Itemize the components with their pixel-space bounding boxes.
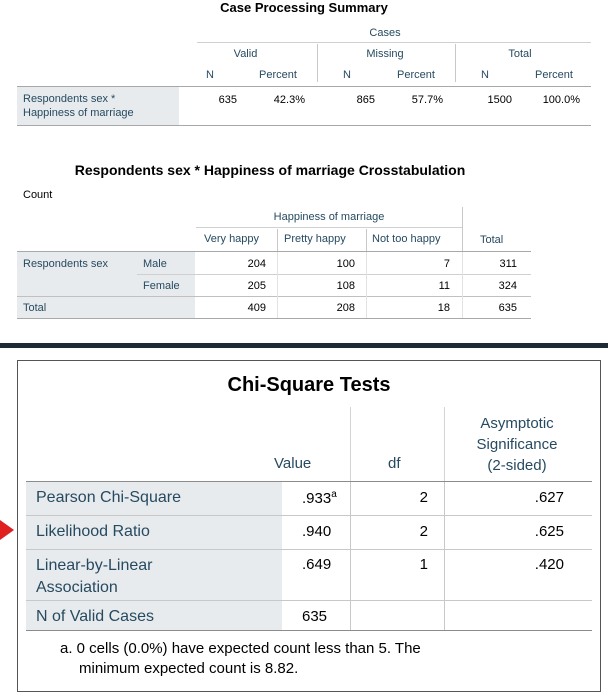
male-not-too-happy: 7 <box>443 258 450 270</box>
likelihood-ratio-label: Likelihood Ratio <box>36 523 150 540</box>
missing-n: 865 <box>356 94 375 106</box>
missing-percent-header: Percent <box>397 69 435 81</box>
likelihood-df: 2 <box>419 523 428 540</box>
col-pretty-happy: Pretty happy <box>284 233 346 245</box>
pearson-value: .933$^a$ <box>302 489 337 507</box>
cases-group-header: Cases <box>369 27 401 39</box>
female-total: 324 <box>498 280 517 292</box>
total-n-header: N <box>481 69 489 81</box>
total-row-label: Total <box>23 302 47 314</box>
valid-percent-header: Percent <box>259 69 297 81</box>
linear-df: 1 <box>419 556 428 573</box>
crosstab-title: Respondents sex * Happiness of marriage Crosstabulation <box>74 162 466 178</box>
count-label: Count <box>23 189 53 201</box>
total-pretty-happy: 208 <box>336 302 355 314</box>
n-valid-cases-label: N of Valid Cases <box>36 608 154 625</box>
total-percent: 100.0% <box>542 94 580 106</box>
n-valid-value: 635 <box>302 608 328 625</box>
pearson-chi-square-label: Pearson Chi-Square <box>36 489 181 506</box>
col-total: Total <box>480 234 504 246</box>
sig-header: Asymptotic Significance (2-sided) <box>476 415 558 474</box>
section-divider <box>0 343 608 348</box>
male-very-happy: 204 <box>247 258 266 270</box>
male-total: 311 <box>499 258 517 270</box>
row-group-respondents-sex: Respondents sex <box>23 258 108 270</box>
linear-by-linear-label: Linear-by-Linear Association <box>36 557 153 596</box>
row-female-label: Female <box>143 280 180 292</box>
total-total: 635 <box>498 302 517 314</box>
total-very-happy: 409 <box>247 302 266 314</box>
missing-percent: 57.7% <box>411 94 443 106</box>
col-very-happy: Very happy <box>204 233 260 245</box>
total-n: 1500 <box>487 94 512 106</box>
female-very-happy: 205 <box>247 280 266 292</box>
df-header: df <box>388 455 401 472</box>
chi-footnote: a. 0 cells (0.0%) have expected count less than 5. The minimum expected count is 8.82. <box>60 640 421 677</box>
chi-square-panel <box>17 360 601 692</box>
valid-header: Valid <box>233 48 258 60</box>
valid-n-header: N <box>206 69 214 81</box>
male-pretty-happy: 100 <box>336 258 355 270</box>
row-male-label: Male <box>143 258 167 270</box>
female-not-too-happy: 11 <box>438 280 450 292</box>
value-header: Value <box>274 455 312 472</box>
red-arrow-indicator-icon <box>0 520 14 540</box>
missing-n-header: N <box>343 69 351 81</box>
likelihood-value: .940 <box>302 523 332 540</box>
linear-sig: .420 <box>534 556 564 573</box>
total-percent-header: Percent <box>535 69 573 81</box>
total-not-too-happy: 18 <box>437 302 450 314</box>
linear-value: .649 <box>302 556 332 573</box>
case-summary-title: Case Processing Summary <box>220 0 388 15</box>
pearson-df: 2 <box>419 489 428 506</box>
likelihood-sig: .625 <box>534 523 564 540</box>
valid-percent: 42.3% <box>273 94 305 106</box>
happiness-group-header: Happiness of marriage <box>273 211 385 223</box>
total-header: Total <box>508 48 532 60</box>
pearson-sig: .627 <box>534 489 564 506</box>
col-not-too-happy: Not too happy <box>372 233 441 245</box>
valid-n: 635 <box>218 94 237 106</box>
chi-square-title: Chi-Square Tests <box>227 374 391 396</box>
female-pretty-happy: 108 <box>336 280 355 292</box>
missing-header: Missing <box>366 48 404 60</box>
case-row-label: Respondents sex * Happiness of marriage <box>23 93 134 119</box>
